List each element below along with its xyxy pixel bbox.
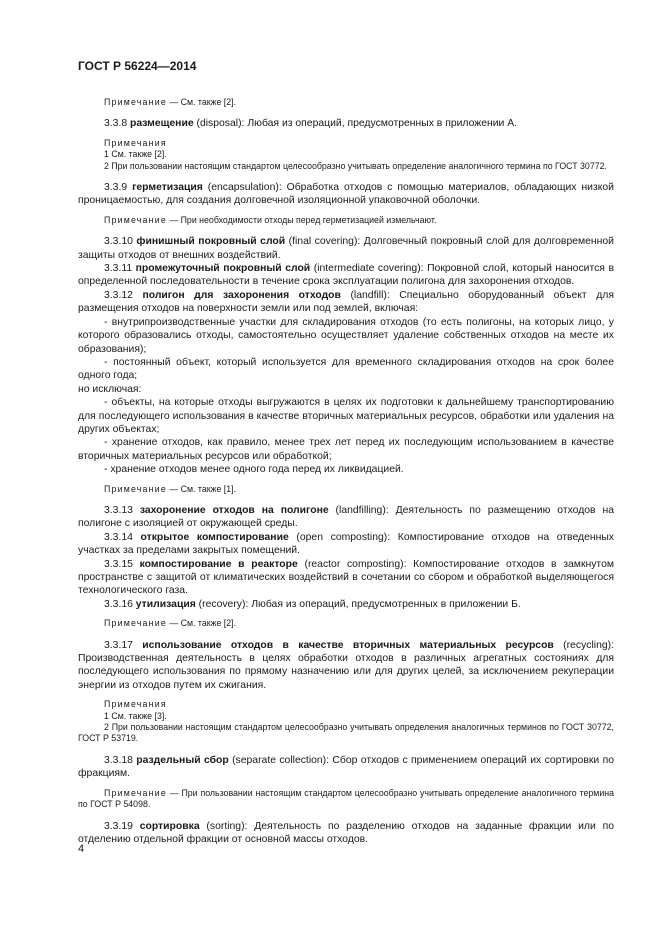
definition-text: (separate collection): Сбор отходов с применением операций их сортировки по фракциям. xyxy=(78,754,614,780)
definition-paragraph xyxy=(78,181,614,208)
term: утилизация xyxy=(135,598,196,610)
clause-number: 3.3.10 xyxy=(104,236,137,248)
clause-number: 3.3.16 xyxy=(104,598,136,610)
note-line: 2 При пользовании настоящим стандартом целесообразно учитывать определения аналогичных терминов по ГОСТ 30772, ГОСТ Р 53719. xyxy=(78,722,614,744)
list-item-text: - объекты, на которые отходы выгружаются в целях их подготовки к дальнейшему транспортированию для последующего использования в качестве вторичных материальных ресурсов, обработки или удаления на других объектах; xyxy=(78,397,614,435)
definition-paragraph xyxy=(78,598,614,611)
term: использование отходов в качестве вторичных материальных ресурсов xyxy=(142,639,554,651)
definition-text: (sorting): Деятельность по разделению отходов на заданные фракции или по отделению отдельной фракции от основной массы отходов. xyxy=(78,820,614,845)
note-line: 1 См. также [2]. xyxy=(104,149,167,160)
note-label: Примечание xyxy=(104,214,167,225)
page-number: 4 xyxy=(78,843,85,855)
clause-number: 3.3.18 xyxy=(104,754,137,766)
definition-paragraph xyxy=(78,504,614,531)
note-label: Примечание xyxy=(104,618,167,629)
clause-number: 3.3.9 xyxy=(104,182,133,194)
definition-paragraph xyxy=(78,262,614,289)
note-label: Примечание xyxy=(104,787,167,798)
definition-paragraph xyxy=(78,558,614,598)
note-text: — При необходимости отходы перед герметизацией измельчают. xyxy=(166,214,437,225)
definition-text: (landfilling): Деятельность по размещению отходов на полигоне с изоляцией от окружающей среды. xyxy=(78,504,614,530)
clause-number: 3.3.13 xyxy=(104,504,140,516)
note-label: Примечание xyxy=(104,483,167,494)
clause-number: 3.3.11 xyxy=(104,263,136,275)
term: полигон для захоронения отходов xyxy=(142,289,341,301)
definition-paragraph xyxy=(78,639,614,693)
clause-number: 3.3.14 xyxy=(104,531,141,543)
note-paragraph xyxy=(78,97,614,108)
list-item xyxy=(78,356,614,383)
clause-number: 3.3.17 xyxy=(104,639,143,651)
paragraph-text: но исключая: xyxy=(78,383,142,395)
document-body xyxy=(78,90,614,846)
document-header: ГОСТ Р 56224—2014 xyxy=(78,59,197,73)
list-item xyxy=(78,436,614,463)
definition-text: (encapsulation): Обработка отходов с помощью материалов, обладающих низкой проницаемостью, для создания долговечной изоляционной упаковочной оболочки. xyxy=(78,182,614,207)
list-item xyxy=(78,463,614,476)
plain-paragraph xyxy=(78,383,614,396)
note-paragraph xyxy=(78,484,614,495)
clause-number: 3.3.19 xyxy=(104,820,140,832)
term: финишный покровный слой xyxy=(136,236,286,248)
definition-paragraph xyxy=(78,754,614,781)
note-text: — См. также [1]. xyxy=(166,483,237,494)
note-text: — См. также [2]. xyxy=(166,97,237,107)
notes-block xyxy=(78,138,614,172)
list-item-text: - постоянный объект, который используется для временного складирования отходов на срок более одного года; xyxy=(78,356,614,382)
note-paragraph xyxy=(78,788,614,811)
list-item xyxy=(78,396,614,436)
note-line: 1 См. также [3]. xyxy=(104,710,167,721)
notes-label: Примечания xyxy=(104,699,167,710)
definition-text: (reactor composting): Компостирование отходов в замкнутом пространстве с защитой от климатических воздействий в сочетании со сбором и обработкой выделяющегося технологического газа. xyxy=(78,558,614,597)
term: промежуточный покровный слой xyxy=(135,263,311,275)
note-label: Примечание xyxy=(104,97,167,107)
term: раздельный сбор xyxy=(136,754,229,766)
notes-block xyxy=(78,699,614,745)
clause-number: 3.3.15 xyxy=(104,558,140,570)
notes-label: Примечания xyxy=(104,137,167,148)
term: открытое компостирование xyxy=(140,531,289,543)
definition-text: (open composting): Компостирование отходов на отведенных участках за пределами закрытых помещений. xyxy=(78,531,614,557)
note-text: — См. также [2]. xyxy=(166,618,237,629)
clause-number: 3.3.8 xyxy=(104,118,130,130)
definition-paragraph xyxy=(78,289,614,316)
definition-text: (intermediate covering): Покровной слой, который наносится в определенной последовательности в течение срока эксплуатации полигона для захоронения отходов. xyxy=(78,263,614,288)
definition-paragraph xyxy=(78,820,614,847)
definition-paragraph xyxy=(78,531,614,558)
definition-text: (final covering): Долговечный покровный слой для долговременной защиты отходов от внешних воздействий. xyxy=(78,236,614,261)
term: захоронение отходов на полигоне xyxy=(139,504,329,516)
term: компостирование в реакторе xyxy=(139,558,298,570)
list-item xyxy=(78,316,614,356)
definition-text: (recovery): Любая из операций, предусмотренных в приложении Б. xyxy=(195,598,521,610)
note-paragraph xyxy=(78,618,614,629)
note-line: 2 При пользовании настоящим стандартом целесообразно учитывать определение аналогичного термина по ГОСТ 30772. xyxy=(104,160,607,171)
definition-text: (landfill): Специально оборудованный объект для размещения отходов на поверхности земли или под землей, включая: xyxy=(78,289,614,315)
term: герметизация xyxy=(132,182,203,194)
clause-number: 3.3.12 xyxy=(104,289,143,301)
definition-paragraph xyxy=(78,235,614,262)
list-item-text: - хранение отходов менее одного года перед их ликвидацией. xyxy=(104,464,404,476)
note-text: — При пользовании настоящим стандартом целесообразно учитывать определение аналогичного термина по ГОСТ Р 54098. xyxy=(78,787,614,810)
definition-text: (disposal): Любая из операций, предусмотренных в приложении А. xyxy=(193,118,518,130)
list-item-text: - хранение отходов, как правило, менее трех лет перед их последующим использованием в качестве вторичных материальных ресурсов или обработкой; xyxy=(78,437,614,462)
definition-paragraph xyxy=(78,117,614,130)
definition-text: (recycling): Производственная деятельность в целях обработки отходов в различных агрегатных состояниях для последующего использования по прямому назначению или для других целей, за исключением рекуперации энергии из отходов путем их сжигания. xyxy=(78,639,614,691)
list-item-text: - внутрипроизводственные участки для складирования отходов (то есть полигоны, на которых лицо, у которого образовались отходы, самостоятельно осуществляет удаление собственных отходов на месте их образования); xyxy=(78,316,614,355)
term: сортировка xyxy=(139,820,200,832)
term: размещение xyxy=(130,118,194,130)
note-paragraph xyxy=(78,215,614,226)
